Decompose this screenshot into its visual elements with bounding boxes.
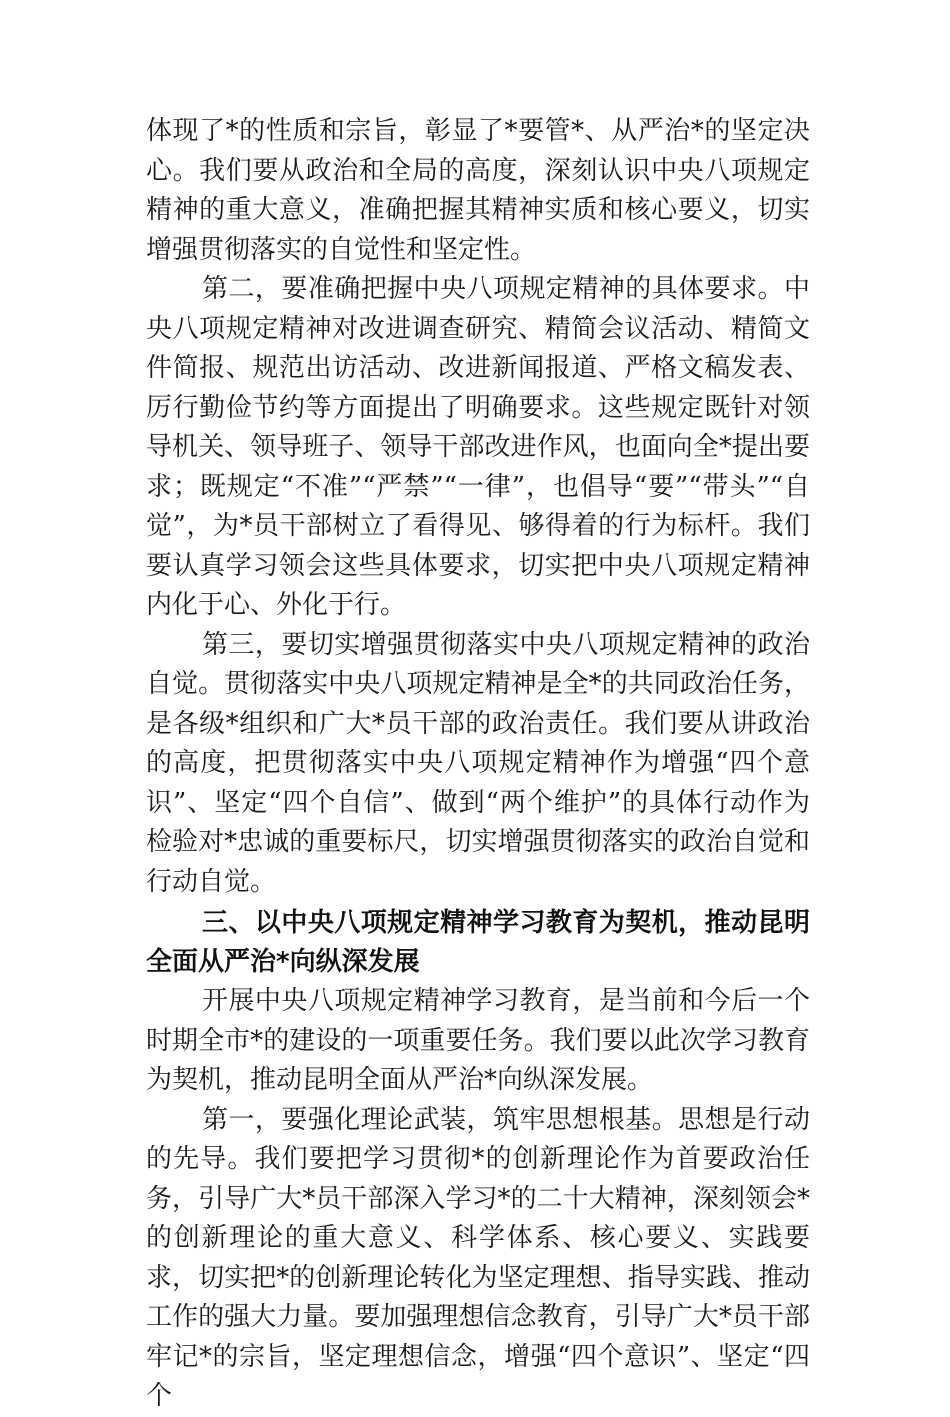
paragraph-second-requirement: 第二，要准确把握中央八项规定精神的具体要求。中央八项规定精神对改进调查研究、精简会议活动、精简文件简报、规范出访活动、改进新闻报道、严格文稿发表、厉行勤俭节约等方面提出了明确要求。这些规定既针对领导机关、领导班子、领导干部改进作风，也面向全*提出要求；既规定“不准”“严禁”“一律”，也倡导“要”“带头”“自觉”，为*员干部树立了看得见、够得着的行为标杆。我们要认真学习领会这些具体要求，切实把中央八项规定精神内化于心、外化于行。: [146, 274, 810, 620]
paragraph-first-measure: 第一，要强化理论武装，筑牢思想根基。思想是行动的先导。我们要把学习贯彻*的创新理论作为首要政治任务，引导广大*员干部深入学习*的二十大精神，深刻领会*的创新理论的重大意义、科学体系、核心要义、实践要求，切实把*的创新理论转化为坚定理想、指导实践、推动工作的强大力量。要加强理想信念教育，引导广大*员干部牢记*的宗旨，坚定理想信念，增强“四个意识”、坚定“四个: [146, 1104, 810, 1411]
paragraph-section-intro: 开展中央八项规定精神学习教育，是当前和今后一个时期全市*的建设的一项重要任务。我们要以此次学习教育为契机，推动昆明全面从严治*向纵深发展。: [146, 986, 810, 1095]
document-body: [146, 112, 810, 1417]
paragraph-continuation: 体现了*的性质和宗旨，彰显了*要管*、从严治*的坚定决心。我们要从政治和全局的高度，深刻认识中央八项规定精神的重大意义，准确把握其精神实质和核心要义，切实增强贯彻落实的自觉性和坚定性。: [146, 116, 810, 265]
paragraph-third-requirement: 第三，要切实增强贯彻落实中央八项规定精神的政治自觉。贯彻落实中央八项规定精神是全*的共同政治任务，是各级*组织和广大*员干部的政治责任。我们要从讲政治的高度，把贯彻落实中央八项规定精神作为增强“四个意识”、坚定“四个自信”、做到“两个维护”的具体行动作为检验对*忠诚的重要标尺，切实增强贯彻落实的政治自觉和行动自觉。: [146, 629, 810, 897]
section-heading-three: 三、以中央八项规定精神学习教育为契机，推动昆明全面从严治*向纵深发展: [146, 908, 810, 977]
